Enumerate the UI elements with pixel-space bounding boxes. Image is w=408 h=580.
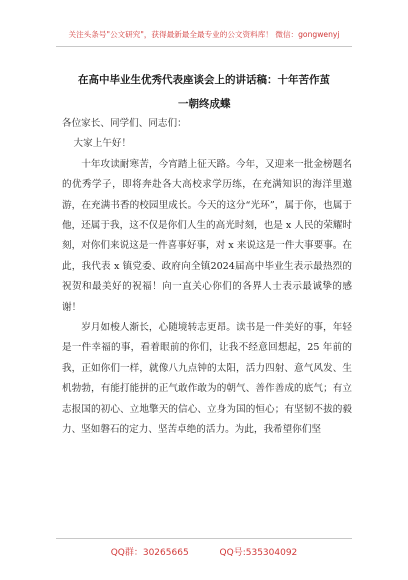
header-banner: 关注头条号"公文研究"，获得最新最全最专业的公文资料库！ 微信：gongwenyj [68, 30, 340, 39]
greeting: 大家上午好！ [73, 138, 132, 150]
salutation: 各位家长、同学们、同志们： [62, 118, 187, 129]
qq-group-number: QQ群：30265665 [110, 548, 189, 558]
qq-number: QQ号:535304092 [219, 548, 298, 558]
header-divider [56, 46, 352, 47]
document-subtitle: 一朝终成蝶 [178, 98, 231, 110]
document-title: 在高中毕业生优秀代表座谈会上的讲话稿：十年苦作茧 [78, 74, 330, 86]
footer-divider [56, 538, 352, 539]
footer-contact [0, 545, 408, 558]
document-body [62, 114, 352, 441]
body-paragraph: 十年攻读耐寒苦，今宵踏上征天路。今年，又迎来一批金榜题名的优秀学子，即将奔赴各大高校求学历练，在充满知识的海洋里遨游，在充满书香的校园里成长。今天的这分“光环”，属于你，也属于他，还属于我，这不仅是你们人生的高光时刻，也是 x 人民的荣耀时刻，对你们来说这是一件喜事好事，对 x 来说这是一件大事要事。在此，我代表 x 镇党委、政府向全镇2024届高中毕业生表示最热烈的祝贺和最美好的祝福！向一直关心你们的各界人士表示最诚挚的感谢！ [62, 158, 352, 313]
body-paragraph: 岁月如梭人渐长，心随境转志更昂。读书是一件美好的事，年轻是一件幸福的事，看着眼前的你们，让我不经意回想起，25 年前的我，正如你们一样，就像八九点钟的太阳，活力四射、意气风发、生机勃勃，有能打能拼的正气敢作敢为的朝气、善作善成的底气；有立志报国的初心、立地擎天的信心、立身为国的恒心；有坚韧不拔的毅力、坚如磐石的定力、坚苦卓绝的活力。为此，我希望你们坚 [62, 322, 352, 436]
